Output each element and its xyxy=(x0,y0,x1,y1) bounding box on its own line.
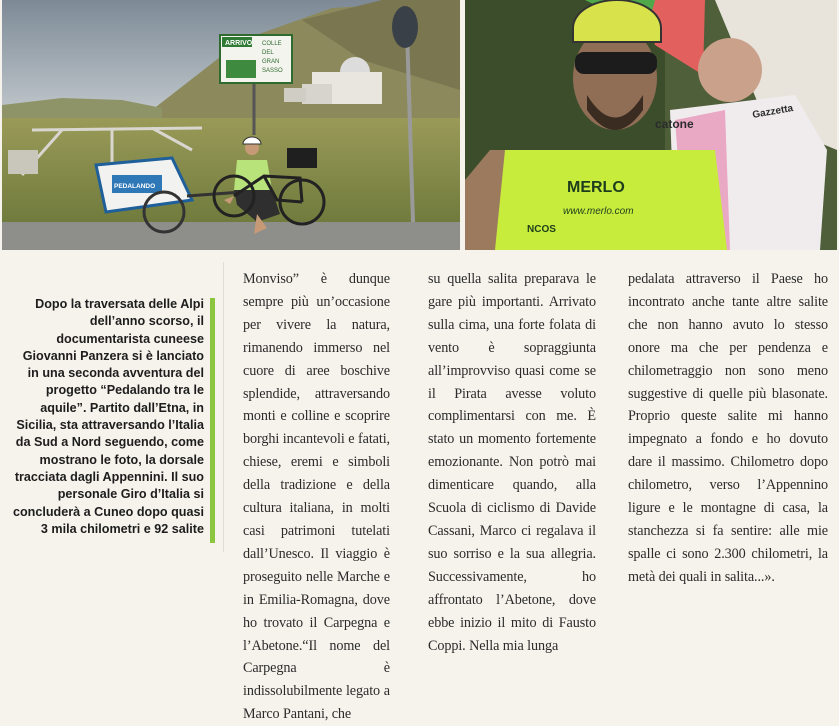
column-1-text: Monviso” è dunque sempre più un’occasione per vivere la natura, rimanendo immerso nel cuore di aree boschive splendide, attraversando monti e colline e scoprire borghi incantevoli e fatati, chiese, eremi e simboli della tradizione e della cultura italiana, in molti casi patrimoni tutelati dall’Unesco. Il viaggio è proseguito nelle Marche e in Emilia-Romagna, dove ho trovato il Carpegna e l’Abetone.“Il nome del Carpegna è indissolubilmente legato a Marco Pantani, che xyxy=(243,271,390,723)
trailer-text: PEDALANDO xyxy=(114,183,156,190)
jersey-brand: MERLO xyxy=(567,179,625,196)
jersey-url: www.merlo.com xyxy=(563,206,634,217)
article-column-1 xyxy=(243,268,390,723)
article-column-3 xyxy=(628,268,828,585)
old-jersey-text-1: Gazzetta xyxy=(751,102,795,121)
sign-line-2: DEL xyxy=(262,50,274,56)
sign-line-1: COLLE xyxy=(262,41,282,47)
old-jersey-text-2: catone xyxy=(655,117,694,131)
photo-caption: Dopo la traversata delle Alpi dell’anno scorso, il documentarista cuneese Giovanni Panzera si è lanciato in una seconda avventura del progetto “Pedalando tra le aquile”. Partito dall’Etna, in Sicilia, sta attraversando l’Italia da Sud a Nord seguendo, come mostrano le foto, la dorsale tracciata dagli Appennini. Il suo personale Giro d’Italia si concluderà a Cuneo dopo quasi 3 mila chilometri e 92 salite xyxy=(12,297,204,536)
sign-line-4: SASSO xyxy=(262,68,283,74)
stone-block xyxy=(8,150,38,174)
meadow xyxy=(2,118,460,226)
column-3-text: pedalata attraverso il Paese ho incontrato anche tante altre salite che non hanno avuto lo stesso onore ma che per pendenza e chilometraggio non sono meno suggestive di quelle più blasonate. Proprio queste salite mi hanno impegnato a fondo e ho dovuto dare il massimo. Chilometro dopo chilometro, verso l’Appennino ligure e le montagne di casa, la stanchezza si fa sentire: alle mie spalle ci sono 2.300 chilometri, la metà dei quali in salita...». xyxy=(628,271,828,585)
jersey-side: NCOS xyxy=(527,224,556,235)
column-divider xyxy=(223,262,224,552)
sign-title: ARRIVO xyxy=(225,40,253,47)
caption-accent-bar xyxy=(210,298,215,543)
photo-cyclists-selfie xyxy=(465,0,837,250)
column-2-text: su quella salita preparava le gare più importanti. Arrivato sulla cima, una forte folata di vento è sopraggiunta all’improvviso quasi come se il Pirata avesse voluto complimentarsi con me. È stato un momento fortemente emozionante. Non potrò mai dimenticare quando, alla Scuola di ciclismo di Davide Cassani, Marco ci regalava il suo sorriso e la sua allegria. Successivamente, ho affrontato l’Abetone, dove ebbe inizio il mito di Fausto Coppi. Nella mia lunga xyxy=(428,271,596,654)
road xyxy=(2,222,460,250)
article-column-2 xyxy=(428,268,596,654)
sign-line-3: GRAN xyxy=(262,59,280,65)
photo-mountain-pass xyxy=(2,0,460,250)
